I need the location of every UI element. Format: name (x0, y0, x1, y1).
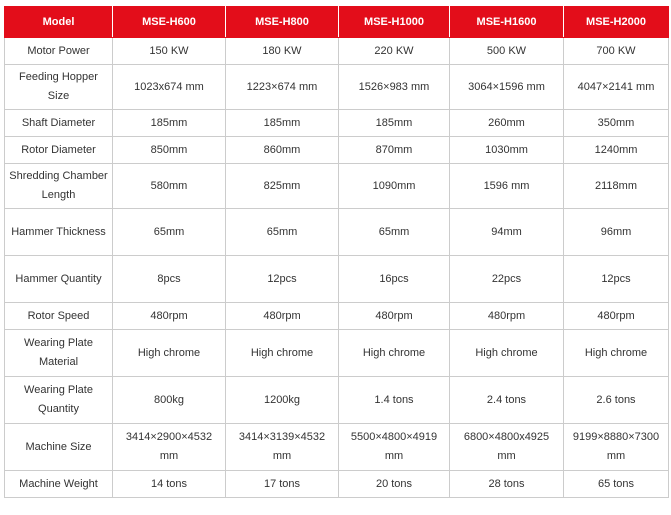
table-cell: 3414×3139×4532 mm (226, 424, 339, 471)
row-label: Rotor Speed (5, 303, 113, 330)
table-cell: 17 tons (226, 471, 339, 498)
table-cell: 22pcs (450, 256, 564, 303)
table-cell: 185mm (226, 110, 339, 137)
table-cell: 180 KW (226, 38, 339, 65)
row-label: Machine Weight (5, 471, 113, 498)
table-cell: 2.4 tons (450, 377, 564, 424)
table-row (5, 303, 669, 330)
table-cell: 825mm (226, 164, 339, 209)
table-row (5, 38, 669, 65)
table-cell: 2.6 tons (564, 377, 669, 424)
row-label: Rotor Diameter (5, 137, 113, 164)
table-cell: 185mm (113, 110, 226, 137)
table-cell: 1526×983 mm (339, 65, 450, 110)
header-mse-h800: MSE-H800 (226, 7, 339, 38)
table-cell: 65mm (339, 209, 450, 256)
table-cell: 860mm (226, 137, 339, 164)
table-cell: 3064×1596 mm (450, 65, 564, 110)
header-mse-h2000: MSE-H2000 (564, 7, 669, 38)
table-cell: 700 KW (564, 38, 669, 65)
table-cell: 1596 mm (450, 164, 564, 209)
table-cell: 20 tons (339, 471, 450, 498)
table-cell: 480rpm (113, 303, 226, 330)
table-cell: 1090mm (339, 164, 450, 209)
table-cell: 3414×2900×4532 mm (113, 424, 226, 471)
table-cell: 94mm (450, 209, 564, 256)
table-cell: 28 tons (450, 471, 564, 498)
row-label: Shredding Chamber Length (5, 164, 113, 209)
header-row (5, 7, 669, 38)
row-label: Hammer Thickness (5, 209, 113, 256)
header-mse-h600: MSE-H600 (113, 7, 226, 38)
table-cell: High chrome (450, 330, 564, 377)
table-cell: 14 tons (113, 471, 226, 498)
table-cell: 150 KW (113, 38, 226, 65)
table-row (5, 377, 669, 424)
table-cell: 96mm (564, 209, 669, 256)
table-cell: 350mm (564, 110, 669, 137)
table-cell: 12pcs (226, 256, 339, 303)
table-cell: 480rpm (226, 303, 339, 330)
table-cell: 480rpm (564, 303, 669, 330)
table-cell: 65mm (226, 209, 339, 256)
table-cell: 1200kg (226, 377, 339, 424)
table-cell: 6800×4800x4925 mm (450, 424, 564, 471)
table-cell: 65mm (113, 209, 226, 256)
table-cell: 1.4 tons (339, 377, 450, 424)
table-cell: High chrome (113, 330, 226, 377)
table-cell: 1240mm (564, 137, 669, 164)
table-cell: 9199×8880×7300 mm (564, 424, 669, 471)
table-cell: 1030mm (450, 137, 564, 164)
table-row (5, 471, 669, 498)
table-cell: 5500×4800×4919 mm (339, 424, 450, 471)
table-row (5, 110, 669, 137)
table-cell: 220 KW (339, 38, 450, 65)
table-row (5, 424, 669, 471)
row-label: Wearing Plate Quantity (5, 377, 113, 424)
table-row (5, 164, 669, 209)
spec-table (4, 6, 669, 498)
row-label: Wearing Plate Material (5, 330, 113, 377)
header-model: Model (5, 7, 113, 38)
table-cell: 870mm (339, 137, 450, 164)
table-cell: 2118mm (564, 164, 669, 209)
table-row (5, 209, 669, 256)
table-cell: 260mm (450, 110, 564, 137)
table-cell: 800kg (113, 377, 226, 424)
table-cell: 1023x674 mm (113, 65, 226, 110)
table-cell: High chrome (226, 330, 339, 377)
row-label: Machine Size (5, 424, 113, 471)
table-cell: 500 KW (450, 38, 564, 65)
table-cell: 850mm (113, 137, 226, 164)
table-cell: 480rpm (339, 303, 450, 330)
table-cell: 4047×2141 mm (564, 65, 669, 110)
table-row (5, 65, 669, 110)
header-mse-h1000: MSE-H1000 (339, 7, 450, 38)
table-row (5, 330, 669, 377)
table-row (5, 256, 669, 303)
table-cell: 16pcs (339, 256, 450, 303)
row-label: Feeding Hopper Size (5, 65, 113, 110)
header-mse-h1600: MSE-H1600 (450, 7, 564, 38)
row-label: Hammer Quantity (5, 256, 113, 303)
table-cell: High chrome (339, 330, 450, 377)
table-cell: 480rpm (450, 303, 564, 330)
row-label: Motor Power (5, 38, 113, 65)
table-cell: 580mm (113, 164, 226, 209)
table-row (5, 137, 669, 164)
row-label: Shaft Diameter (5, 110, 113, 137)
table-cell: 1223×674 mm (226, 65, 339, 110)
table-cell: 65 tons (564, 471, 669, 498)
table-cell: 12pcs (564, 256, 669, 303)
table-cell: 185mm (339, 110, 450, 137)
table-cell: High chrome (564, 330, 669, 377)
table-cell: 8pcs (113, 256, 226, 303)
